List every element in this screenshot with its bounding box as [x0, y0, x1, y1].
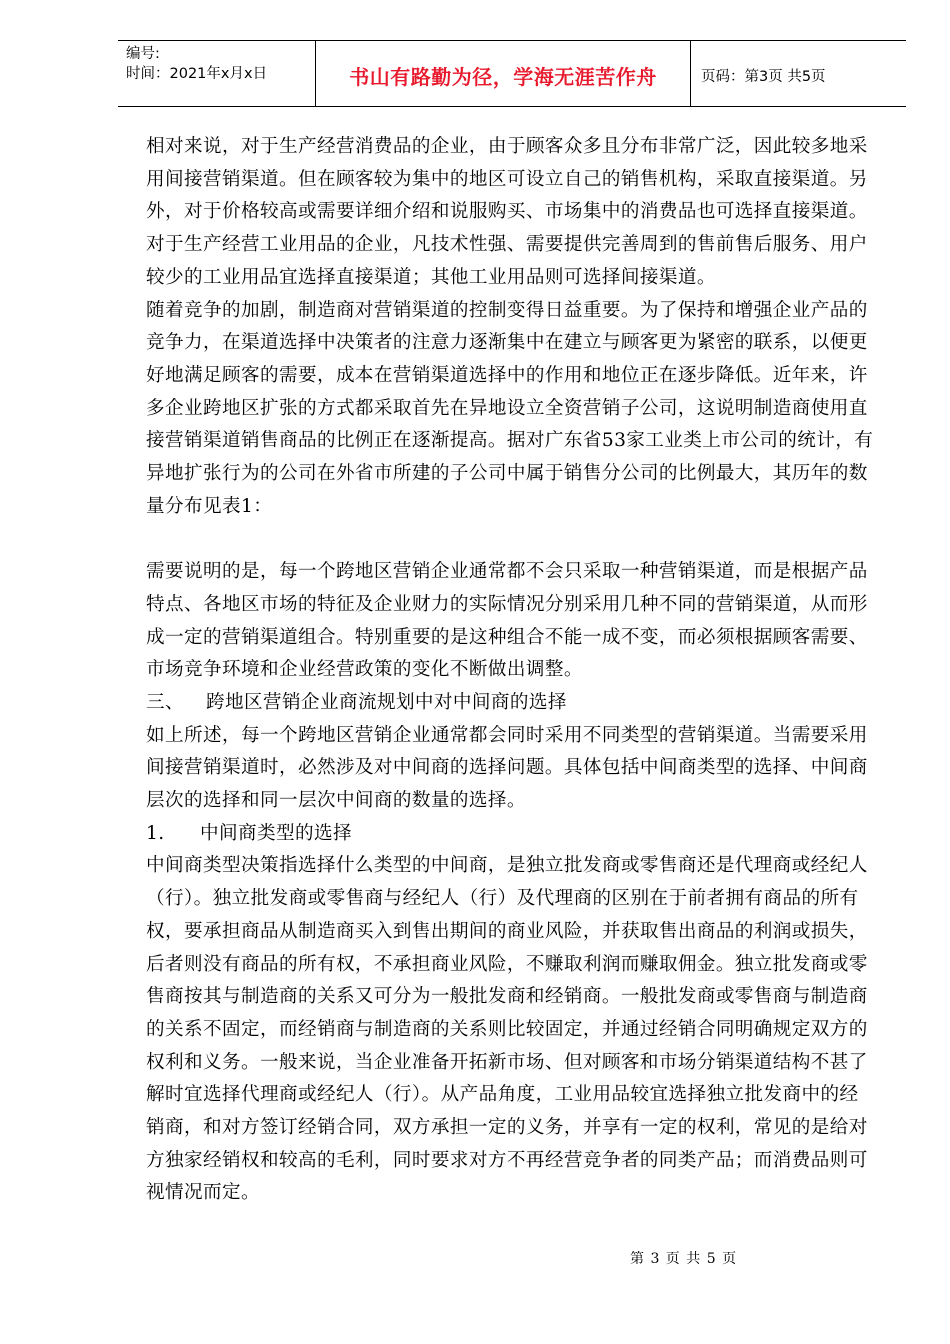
document-body	[146, 131, 874, 1210]
section-title: 跨地区营销企业商流规划中对中间商的选择	[206, 691, 567, 713]
subsection-title: 中间商类型的选择	[200, 822, 352, 844]
table-placeholder-gap	[146, 523, 874, 556]
paragraph-intermediary-types: 中间商类型决策指选择什么类型的中间商，是独立批发商或零售商还是代理商或经纪人（行）。独立批发商或零售商与经纪人（行）及代理商的区别在于前者拥有商品的所有权，要承担商品从制造商买入到售出期间的商业风险，并获取售出商品的利润或损失，后者则没有商品的所有权，不承担商业风险，不赚取利润而赚取佣金。独立批发商或零售商按其与制造商的关系又可分为一般批发商和经销商。一般批发商或零售商与制造商的关系不固定，而经销商与制造商的关系则比较固定，并通过经销合同明确规定双方的权利和义务。一般来说，当企业准备开拓新市场、但对顾客和市场分销渠道结构不甚了解时宜选择代理商或经纪人（行）。从产品角度，工业用品较宜选择独立批发商中的经销商，和对方签订经销合同，双方承担一定的义务，并享有一定的权利，常见的是给对方独家经销权和较高的毛利，同时要求对方不再经营竞争者的同类产品；而消费品则可视情况而定。	[146, 855, 868, 1204]
page-footer: 第 3 页 共 5 页	[630, 1251, 738, 1267]
section-number: 三、	[146, 691, 184, 713]
subsection-number: 1.	[146, 822, 165, 844]
header-page-label: 页码：第3页 共5页	[701, 69, 826, 85]
paragraph-channel-control: 随着竞争的加剧，制造商对营销渠道的控制变得日益重要。为了保持和增强企业产品的竞争力，在渠道选择中决策者的注意力逐渐集中在建立与顾客更为紧密的联系，以便更好地满足顾客的需要，成本在营销渠道选择中的作用和地位正在逐步降低。近年来，许多企业跨地区扩张的方式都采取首先在异地设立全资营销子公司，这说明制造商使用直接营销渠道销售商品的比例正在逐渐提高。据对广东省53家工业类上市公司的统计，有异地扩张行为的公司在外省市所建的子公司中属于销售分公司的比例最大，其历年的数量分布见表1：	[146, 299, 874, 517]
paragraph-consumer-goods: 相对来说，对于生产经营消费品的企业，由于顾客众多且分布非常广泛，因此较多地采用间接营销渠道。但在顾客较为集中的地区可设立自己的销售机构，采取直接渠道。另外，对于价格较高或需要详细介绍和说服购买、市场集中的消费品也可选择直接渠道。对于生产经营工业用品的企业，凡技术性强、需要提供完善周到的售前售后服务、用户较少的工业用品宜选择直接渠道；其他工业用品则可选择间接渠道。	[146, 136, 868, 288]
header-motto: 书山有路勤为径，学海无涯苦作舟	[349, 65, 657, 89]
header-motto-cell	[316, 41, 691, 106]
time-label: 时间：2021年x月x日	[126, 66, 268, 82]
subsection-heading	[146, 818, 874, 851]
page-header	[118, 40, 906, 107]
header-page-cell	[691, 41, 906, 106]
header-meta-cell	[118, 41, 316, 106]
serial-label: 编号:	[126, 46, 160, 62]
section-heading	[146, 687, 874, 720]
paragraph-intermediary-intro: 如上所述，每一个跨地区营销企业通常都会同时采用不同类型的营销渠道。当需要采用间接营销渠道时，必然涉及对中间商的选择问题。具体包括中间商类型的选择、中间商层次的选择和同一层次中间商的数量的选择。	[146, 724, 868, 812]
paragraph-channel-mix: 需要说明的是，每一个跨地区营销企业通常都不会只采取一种营销渠道，而是根据产品特点、各地区市场的特征及企业财力的实际情况分别采用几种不同的营销渠道，从而形成一定的营销渠道组合。特别重要的是这种组合不能一成不变，而必须根据顾客需要、市场竞争环境和企业经营政策的变化不断做出调整。	[146, 561, 868, 681]
